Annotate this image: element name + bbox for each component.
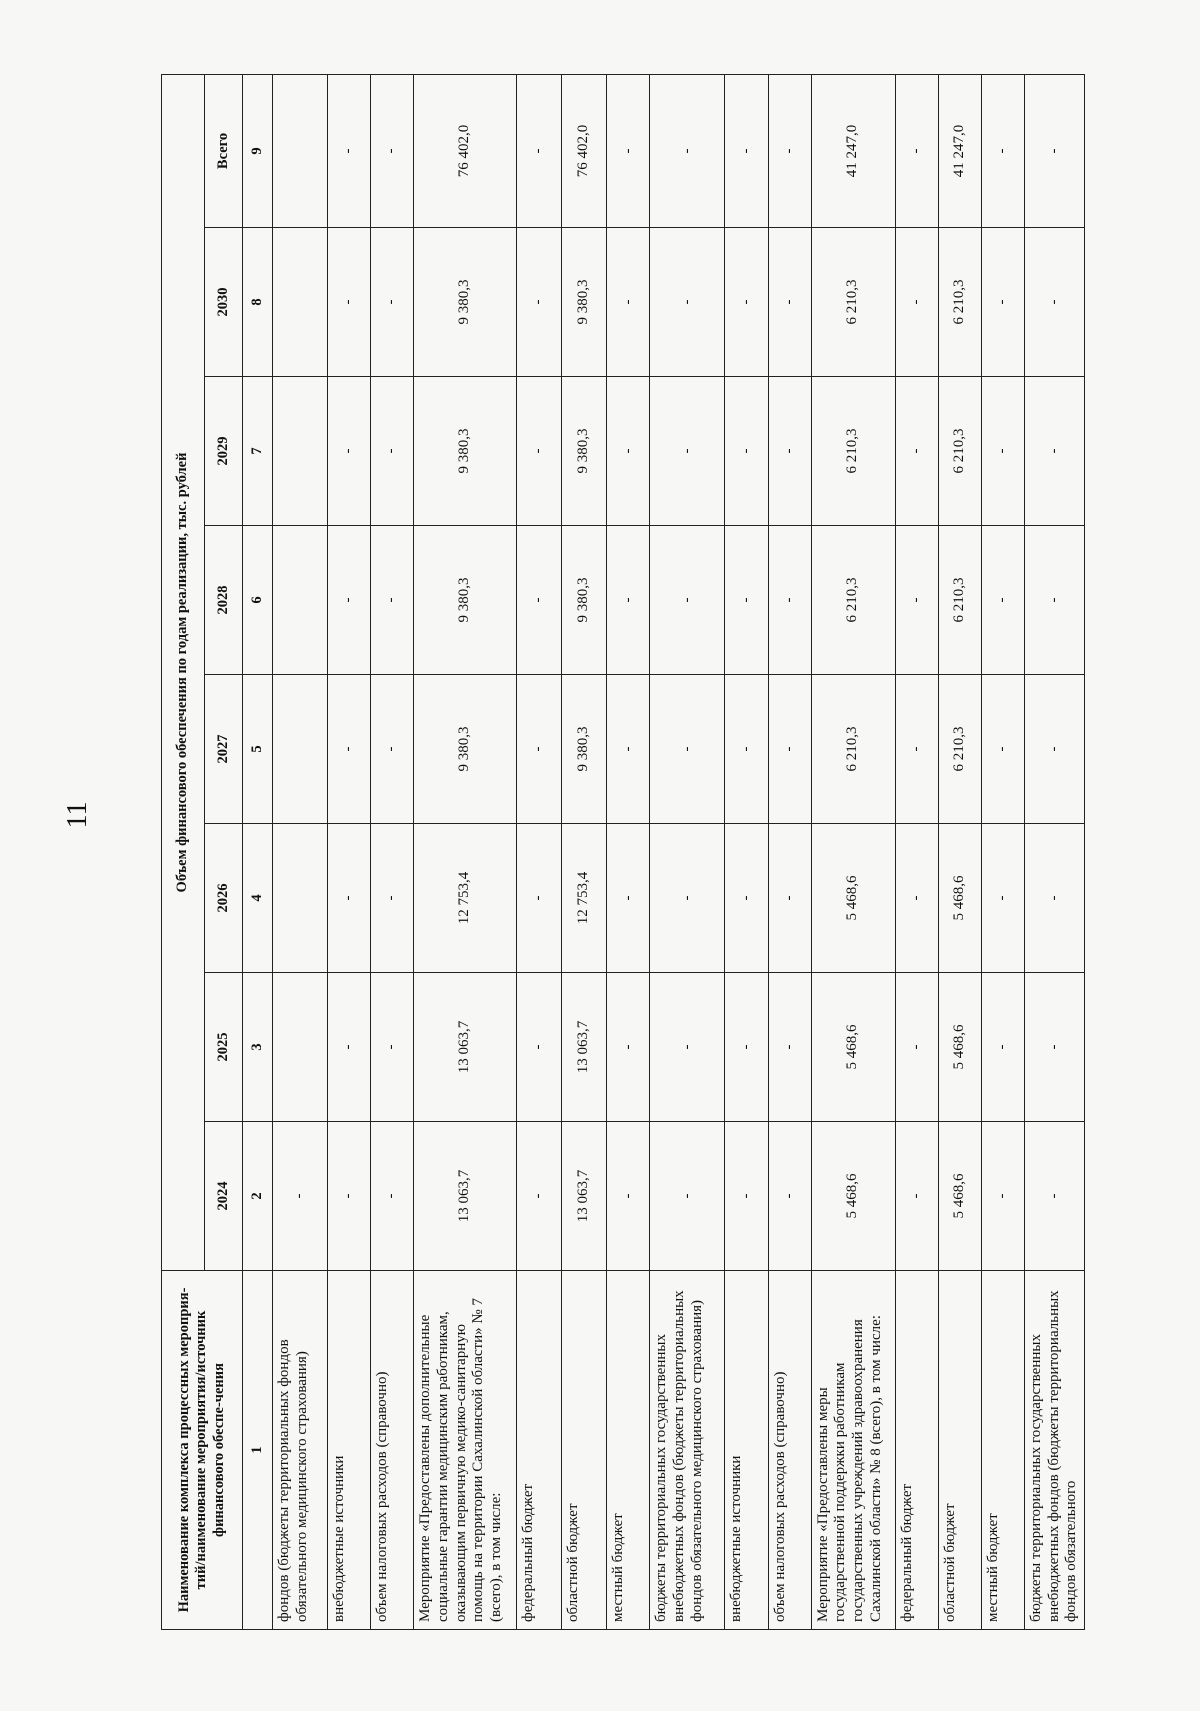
value-cell: -	[650, 526, 725, 675]
table-row	[981, 74, 1024, 1629]
header-total: Всего	[205, 74, 243, 227]
value-cell	[273, 526, 328, 675]
value-cell: -	[895, 973, 938, 1122]
row-label: федеральный бюджет	[895, 1271, 938, 1630]
value-cell: -	[895, 824, 938, 973]
financing-table-sheet	[161, 75, 1085, 1630]
value-cell: -	[725, 74, 768, 227]
value-cell: -	[517, 973, 562, 1122]
value-cell: -	[895, 377, 938, 526]
value-cell: 9 380,3	[562, 377, 607, 526]
value-cell: -	[273, 1122, 328, 1271]
value-cell: -	[371, 74, 414, 227]
table-row	[273, 74, 328, 1629]
header-year-2024: 2024	[205, 1122, 243, 1271]
col-number: 1	[243, 1271, 273, 1630]
value-cell: -	[371, 973, 414, 1122]
value-cell: -	[328, 1122, 371, 1271]
value-cell: -	[895, 1122, 938, 1271]
value-cell: 9 380,3	[414, 526, 517, 675]
header-year-2025: 2025	[205, 973, 243, 1122]
value-cell: -	[517, 377, 562, 526]
header-col-name: Наименование комплекса процессных мероприя-тий/наименование мероприятия/источник финансового обеспе-чения	[162, 1271, 243, 1630]
value-cell	[273, 377, 328, 526]
value-cell: -	[981, 1122, 1024, 1271]
value-cell: 13 063,7	[562, 1122, 607, 1271]
value-cell: 41 247,0	[938, 74, 981, 227]
row-label: областной бюджет	[562, 1271, 607, 1630]
value-cell: 5 468,6	[811, 1122, 895, 1271]
value-cell: -	[768, 526, 811, 675]
col-number: 8	[243, 228, 273, 377]
value-cell: -	[768, 973, 811, 1122]
table-row	[895, 74, 938, 1629]
value-cell: 6 210,3	[811, 526, 895, 675]
value-cell	[273, 74, 328, 227]
table-header	[162, 74, 273, 1629]
table-row	[650, 74, 725, 1629]
value-cell: -	[1024, 675, 1084, 824]
value-cell: -	[1024, 1122, 1084, 1271]
value-cell: -	[607, 74, 650, 227]
value-cell: -	[981, 377, 1024, 526]
row-label: федеральный бюджет	[517, 1271, 562, 1630]
value-cell: 12 753,4	[562, 824, 607, 973]
value-cell: -	[607, 824, 650, 973]
row-label: объем налоговых расходов (справочно)	[371, 1271, 414, 1630]
value-cell: -	[768, 228, 811, 377]
value-cell: 6 210,3	[811, 675, 895, 824]
table-row	[517, 74, 562, 1629]
table-row	[811, 74, 895, 1629]
value-cell: -	[895, 228, 938, 377]
value-cell: -	[517, 74, 562, 227]
value-cell: -	[981, 228, 1024, 377]
value-cell: -	[517, 1122, 562, 1271]
value-cell: -	[328, 228, 371, 377]
value-cell: -	[725, 973, 768, 1122]
value-cell: -	[607, 973, 650, 1122]
value-cell: -	[895, 526, 938, 675]
value-cell: -	[650, 675, 725, 824]
value-cell: -	[517, 228, 562, 377]
table-row	[938, 74, 981, 1629]
table-body	[273, 74, 1085, 1629]
value-cell: -	[1024, 228, 1084, 377]
row-label: местный бюджет	[607, 1271, 650, 1630]
value-cell: -	[895, 74, 938, 227]
value-cell: -	[895, 675, 938, 824]
value-cell: -	[725, 1122, 768, 1271]
value-cell: -	[981, 675, 1024, 824]
header-financing-group: Объем финансового обеспечения по годам реализации, тыс. рублей	[162, 74, 205, 1270]
table-row	[768, 74, 811, 1629]
financing-table	[161, 74, 1085, 1630]
value-cell: 6 210,3	[811, 228, 895, 377]
col-number: 4	[243, 824, 273, 973]
value-cell: -	[371, 377, 414, 526]
value-cell: 9 380,3	[562, 526, 607, 675]
value-cell: -	[371, 824, 414, 973]
value-cell: -	[371, 1122, 414, 1271]
value-cell: 9 380,3	[562, 675, 607, 824]
col-number: 7	[243, 377, 273, 526]
table-row	[371, 74, 414, 1629]
value-cell: 76 402,0	[414, 74, 517, 227]
col-number: 9	[243, 74, 273, 227]
value-cell: 5 468,6	[811, 824, 895, 973]
row-label: областной бюджет	[938, 1271, 981, 1630]
row-label: Мероприятие «Предоставлены меры государственной поддержки работникам государственных учреждений здравоохранения Сахалинской области» № 8 (всего), в том числе:	[811, 1271, 895, 1630]
row-label: Мероприятие «Предоставлены дополнительные социальные гарантии медицинским работникам, оказывающим первичную медико-санитарную помощь на территории Сахалинской области» № 7 (всего), в том числе:	[414, 1271, 517, 1630]
header-year-2029: 2029	[205, 377, 243, 526]
value-cell: -	[768, 1122, 811, 1271]
value-cell: -	[981, 824, 1024, 973]
col-number: 2	[243, 1122, 273, 1271]
value-cell: 9 380,3	[414, 675, 517, 824]
value-cell: 6 210,3	[938, 228, 981, 377]
value-cell: 5 468,6	[938, 973, 981, 1122]
table-row	[328, 74, 371, 1629]
value-cell: -	[981, 526, 1024, 675]
value-cell: 41 247,0	[811, 74, 895, 227]
row-label: внебюджетные источники	[725, 1271, 768, 1630]
value-cell: 9 380,3	[562, 228, 607, 377]
value-cell	[273, 824, 328, 973]
table-row	[414, 74, 517, 1629]
value-cell: 6 210,3	[938, 675, 981, 824]
value-cell	[273, 973, 328, 1122]
value-cell: -	[725, 526, 768, 675]
value-cell: -	[371, 675, 414, 824]
value-cell: 9 380,3	[414, 377, 517, 526]
value-cell: 5 468,6	[938, 824, 981, 973]
value-cell: -	[517, 526, 562, 675]
value-cell: 5 468,6	[938, 1122, 981, 1271]
header-year-2027: 2027	[205, 675, 243, 824]
row-label: внебюджетные источники	[328, 1271, 371, 1630]
value-cell: -	[607, 377, 650, 526]
value-cell: -	[768, 824, 811, 973]
value-cell: -	[981, 74, 1024, 227]
value-cell: 13 063,7	[562, 973, 607, 1122]
value-cell: -	[1024, 526, 1084, 675]
value-cell: -	[650, 377, 725, 526]
value-cell: -	[607, 228, 650, 377]
value-cell: -	[725, 228, 768, 377]
value-cell: 9 380,3	[414, 228, 517, 377]
header-year-2030: 2030	[205, 228, 243, 377]
value-cell: -	[725, 675, 768, 824]
value-cell: -	[768, 377, 811, 526]
value-cell: 12 753,4	[414, 824, 517, 973]
value-cell: -	[607, 1122, 650, 1271]
value-cell: -	[371, 228, 414, 377]
value-cell: -	[650, 824, 725, 973]
row-label: объем налоговых расходов (справочно)	[768, 1271, 811, 1630]
header-year-2026: 2026	[205, 824, 243, 973]
value-cell: -	[725, 377, 768, 526]
row-label: бюджеты территориальных государственных внебюджетных фондов (бюджеты территориальных фондов обязательного медицинского страхования)	[650, 1271, 725, 1630]
col-number: 5	[243, 675, 273, 824]
row-label: бюджеты территориальных государственных внебюджетных фондов (бюджеты территориальных фондов обязательного	[1024, 1271, 1084, 1630]
page-number: 11	[62, 801, 93, 829]
value-cell: -	[650, 228, 725, 377]
value-cell	[273, 675, 328, 824]
value-cell: -	[371, 526, 414, 675]
row-label: фондов (бюджеты территориальных фондов обязательного медицинского страхования)	[273, 1271, 328, 1630]
value-cell: -	[768, 74, 811, 227]
value-cell: -	[650, 74, 725, 227]
value-cell: -	[607, 675, 650, 824]
value-cell: -	[650, 973, 725, 1122]
value-cell: -	[607, 526, 650, 675]
value-cell: 6 210,3	[938, 526, 981, 675]
value-cell: -	[328, 377, 371, 526]
table-row	[607, 74, 650, 1629]
row-label: местный бюджет	[981, 1271, 1024, 1630]
value-cell: -	[1024, 824, 1084, 973]
col-number: 6	[243, 526, 273, 675]
value-cell: 13 063,7	[414, 1122, 517, 1271]
value-cell: 6 210,3	[811, 377, 895, 526]
value-cell: -	[328, 74, 371, 227]
value-cell: -	[1024, 377, 1084, 526]
header-year-2028: 2028	[205, 526, 243, 675]
value-cell: -	[1024, 973, 1084, 1122]
table-row	[725, 74, 768, 1629]
value-cell: 6 210,3	[938, 377, 981, 526]
value-cell: -	[517, 675, 562, 824]
table-row	[1024, 74, 1084, 1629]
value-cell: 5 468,6	[811, 973, 895, 1122]
value-cell: -	[328, 675, 371, 824]
value-cell: -	[328, 824, 371, 973]
value-cell: -	[981, 973, 1024, 1122]
value-cell: -	[725, 824, 768, 973]
col-number: 3	[243, 973, 273, 1122]
value-cell: -	[1024, 74, 1084, 227]
value-cell: -	[650, 1122, 725, 1271]
value-cell: 76 402,0	[562, 74, 607, 227]
value-cell: -	[768, 675, 811, 824]
value-cell: -	[328, 973, 371, 1122]
table-row	[562, 74, 607, 1629]
value-cell: -	[517, 824, 562, 973]
value-cell: -	[328, 526, 371, 675]
value-cell: 13 063,7	[414, 973, 517, 1122]
value-cell	[273, 228, 328, 377]
